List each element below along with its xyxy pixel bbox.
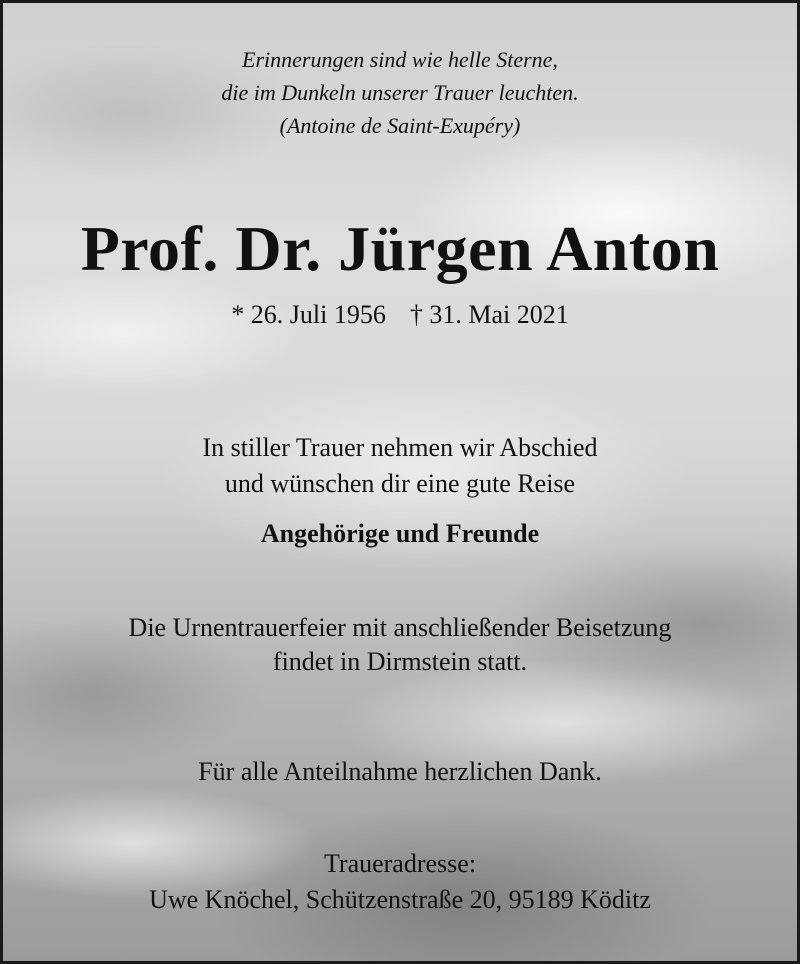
address-label: Traueradresse:	[323, 849, 477, 878]
ceremony-line-1: Die Urnentrauerfeier mit anschließender Beisetzung	[128, 613, 672, 642]
death-date: † 31. Mai 2021	[409, 300, 569, 329]
quote-author: (Antoine de Saint-Exupéry)	[279, 113, 521, 138]
farewell-line-1: In stiller Trauer nehmen wir Abschied	[202, 433, 598, 462]
address-value: Uwe Knöchel, Schützenstraße 20, 95189 Köditz	[149, 885, 651, 914]
quote-line-1: Erinnerungen sind wie helle Sterne,	[242, 47, 558, 72]
ceremony-line-2: findet in Dirmstein statt.	[272, 647, 528, 676]
signers: Angehörige und Freunde	[260, 519, 540, 548]
quote-line-2: die im Dunkeln unserer Trauer leuchten.	[221, 80, 579, 105]
life-dates	[3, 299, 797, 331]
farewell-line-2: und wünschen dir eine gute Reise	[224, 469, 576, 498]
deceased-name: Prof. Dr. Jürgen Anton	[80, 213, 720, 284]
birth-date: * 26. Juli 1956	[231, 300, 386, 329]
thanks-text: Für alle Anteilnahme herzlichen Dank.	[198, 757, 602, 786]
